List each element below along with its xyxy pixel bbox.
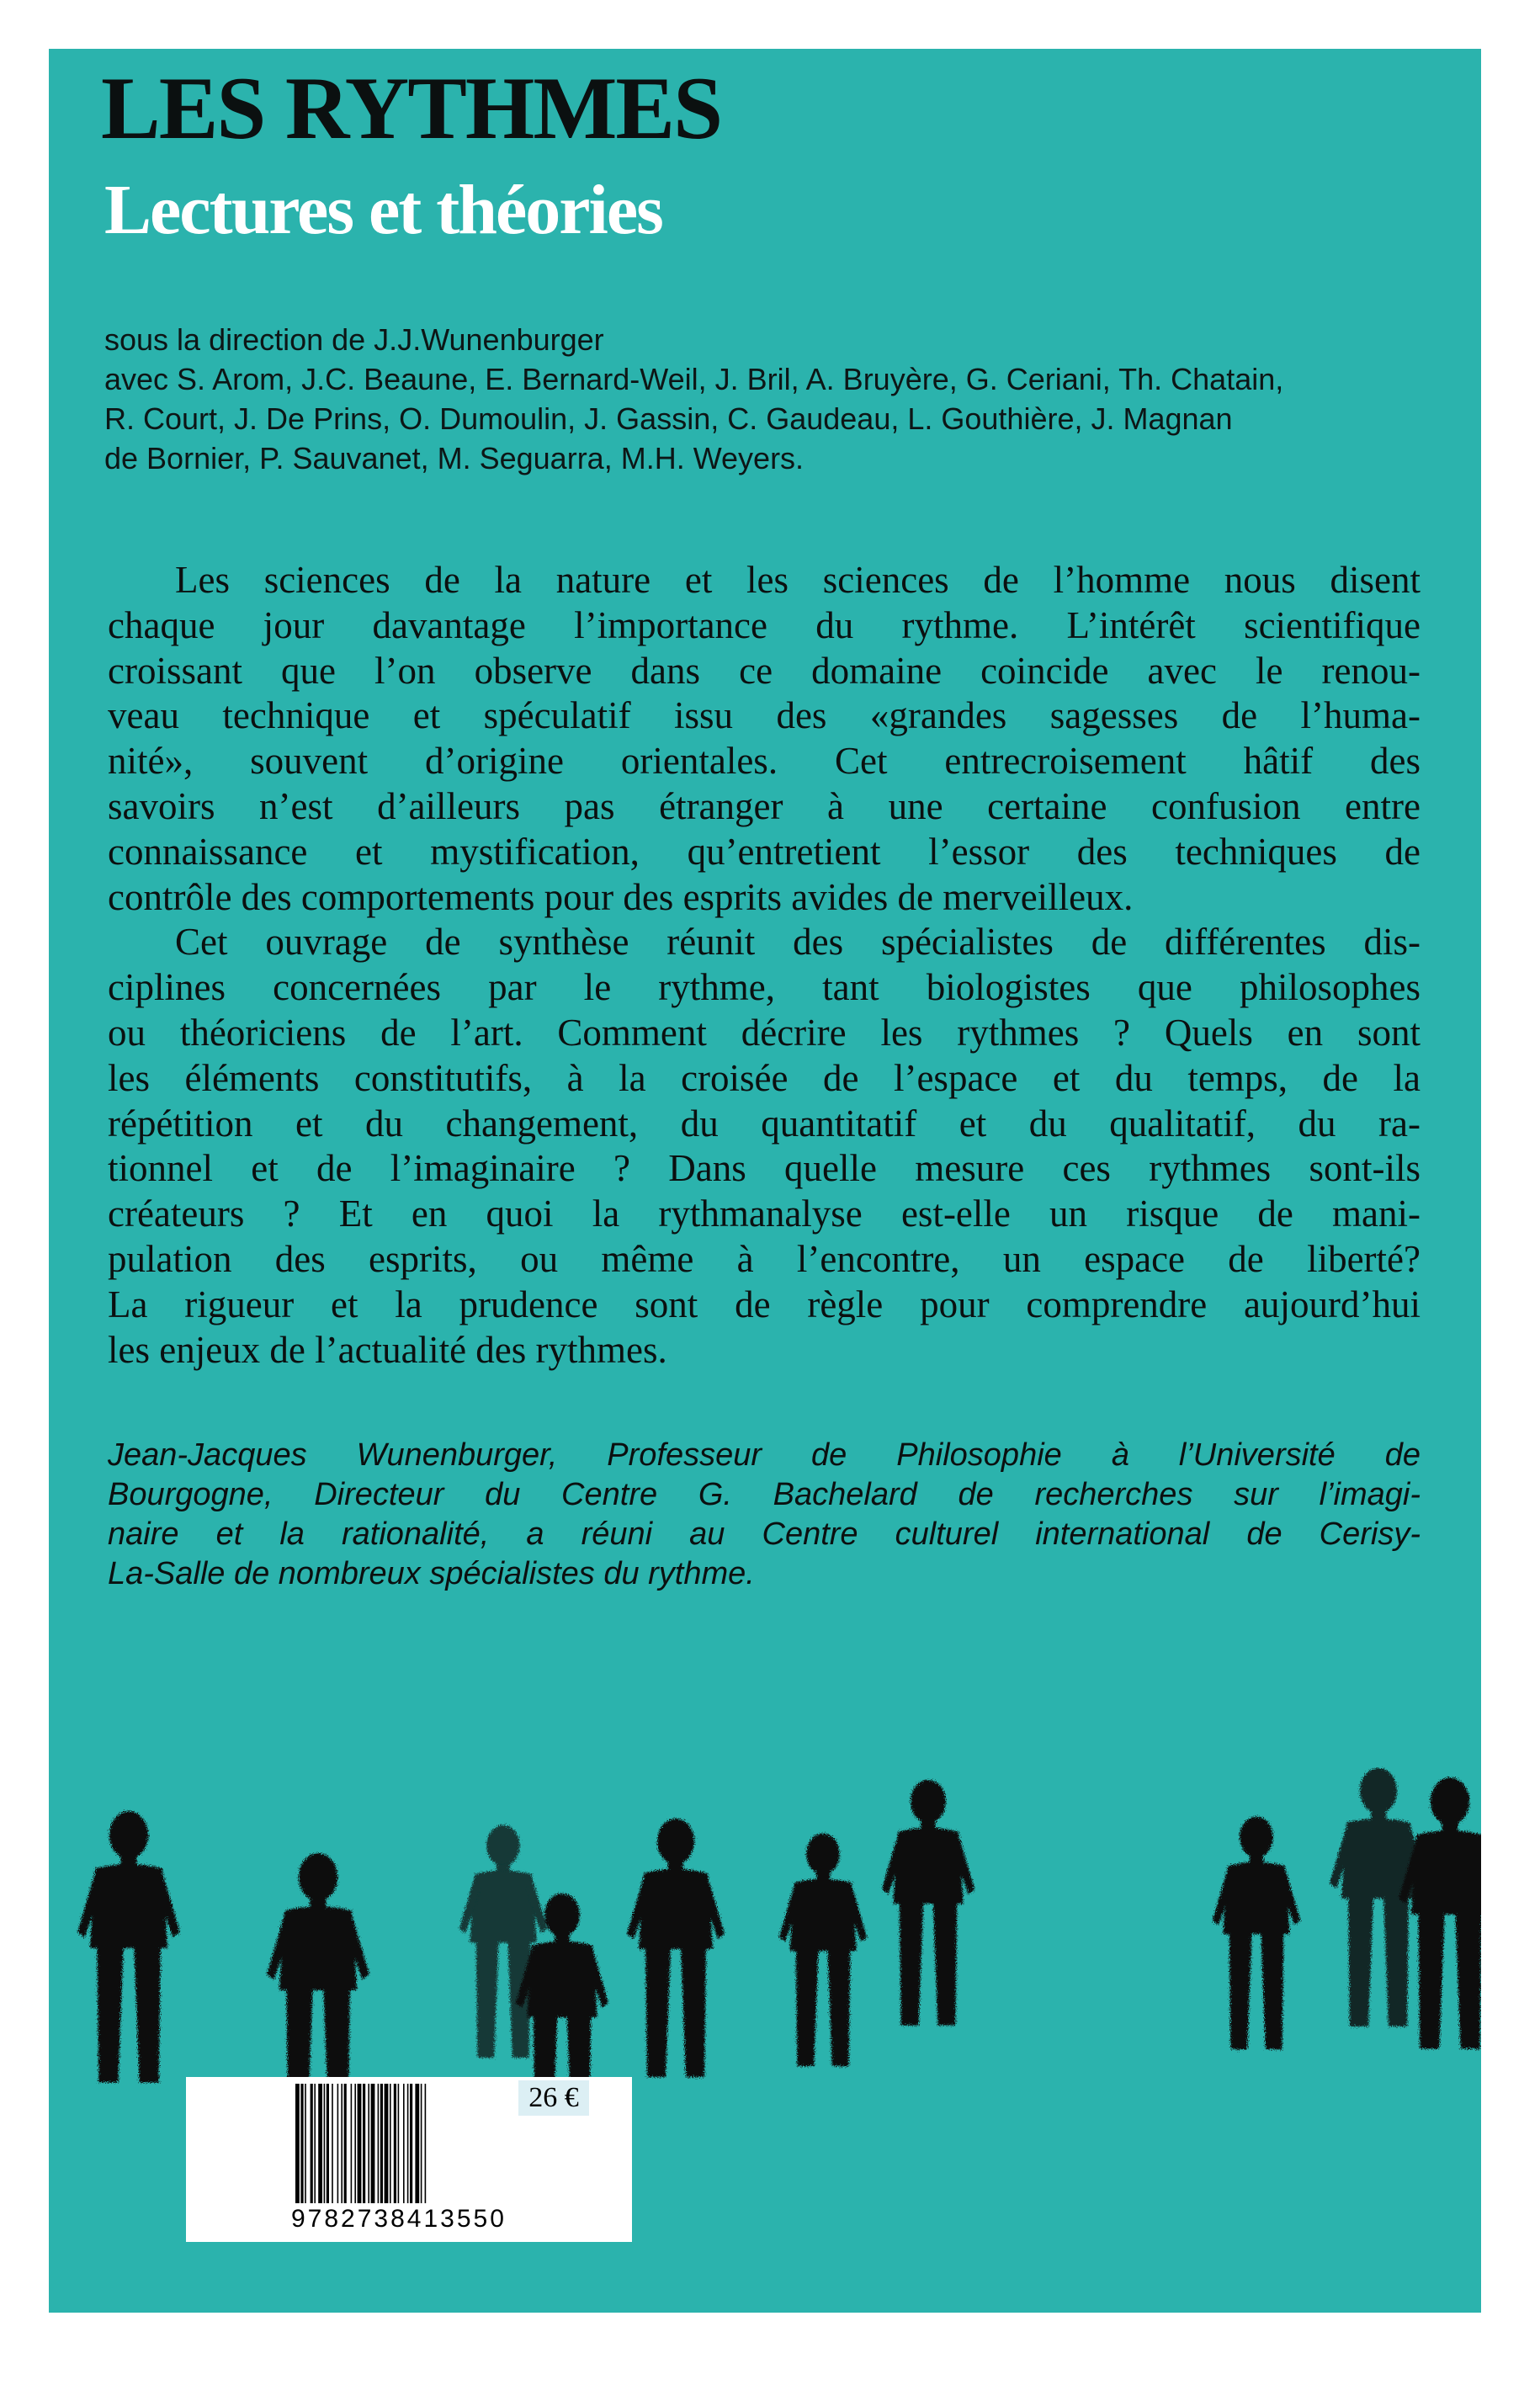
blurb-line: pulation des esprits, ou même à l’encontre, un espace de liberté? [108,1237,1421,1280]
blurb-line: La rigueur et la prudence sont de règle pour comprendre aujourd’hui [108,1283,1421,1325]
isbn-number: 9782738413550 [291,2205,507,2233]
blurb-line: tionnel et de l’imaginaire ? Dans quelle mesure ces rythmes sont-ils [108,1147,1421,1190]
price-tag: 26 € [518,2080,589,2116]
book-subtitle: Lectures et théories [104,171,662,249]
author-bio [108,1436,1421,1594]
author-bio-line: Bourgogne, Directeur du Centre G. Bachelard de recherches sur l’imagi- [108,1477,1421,1512]
book-title: LES RYTHMES [101,59,722,157]
blurb-line: contrôle des comportements pour des esprits avides de merveilleux. [108,875,1134,918]
blurb-line: les éléments constitutifs, à la croisée de l’espace et du temps, de la [108,1056,1421,1099]
blurb-line: ciplines concernées par le rythme, tant biologistes que philosophes [108,966,1421,1009]
blurb [108,558,1421,1373]
blurb-line: chaque jour davantage l’importance du rythme. L’intérêt scientifique [108,603,1421,646]
barcode-label [186,2077,632,2242]
blurb-line: croissant que l’on observe dans ce domaine coincide avec le renou- [108,649,1421,692]
blurb-line: connaissance et mystification, qu’entretient l’essor des techniques de [108,830,1421,873]
credits-line: avec S. Arom, J.C. Beaune, E. Bernard-Weil, J. Bril, A. Bruyère, G. Ceriani, Th. Chatain, [104,362,1284,396]
barcode [295,2084,514,2203]
author-bio-line: Jean-Jacques Wunenburger, Professeur de Philosophie à l’Université de [108,1437,1421,1473]
credits-line: de Bornier, P. Sauvanet, M. Seguarra, M.H. Weyers. [104,441,805,475]
blurb-line: savoirs n’est d’ailleurs pas étranger à une certaine confusion entre [108,784,1421,827]
blurb-line: créateurs ? Et en quoi la rythmanalyse est-elle un risque de mani- [108,1192,1421,1235]
credits [104,320,1434,478]
author-bio-line: La-Salle de nombreux spécialistes du rythme. [108,1556,755,1591]
blurb-line: Cet ouvrage de synthèse réunit des spécialistes de différentes dis- [175,921,1421,964]
credits-line: R. Court, J. De Prins, O. Dumoulin, J. Gassin, C. Gaudeau, L. Gouthière, J. Magnan [104,401,1233,436]
blurb-line: nité», souvent d’origine orientales. Cet entrecroisement hâtif des [108,740,1421,783]
author-bio-line: naire et la rationalité, a réuni au Centre culturel international de Cerisy- [108,1517,1421,1552]
blurb-line: ou théoriciens de l’art. Comment décrire les rythmes ? Quels en sont [108,1011,1421,1054]
blurb-line: veau technique et spéculatif issu des «grandes sagesses de l’huma- [108,694,1421,737]
blurb-line: les enjeux de l’actualité des rythmes. [108,1328,667,1371]
blurb-line: Les sciences de la nature et les sciences de l’homme nous disent [175,559,1421,601]
blurb-line: répétition et du changement, du quantitatif et du qualitatif, du ra- [108,1102,1421,1145]
credits-line: sous la direction de J.J.Wunenburger [104,322,604,357]
book-back-cover [49,49,1481,2313]
